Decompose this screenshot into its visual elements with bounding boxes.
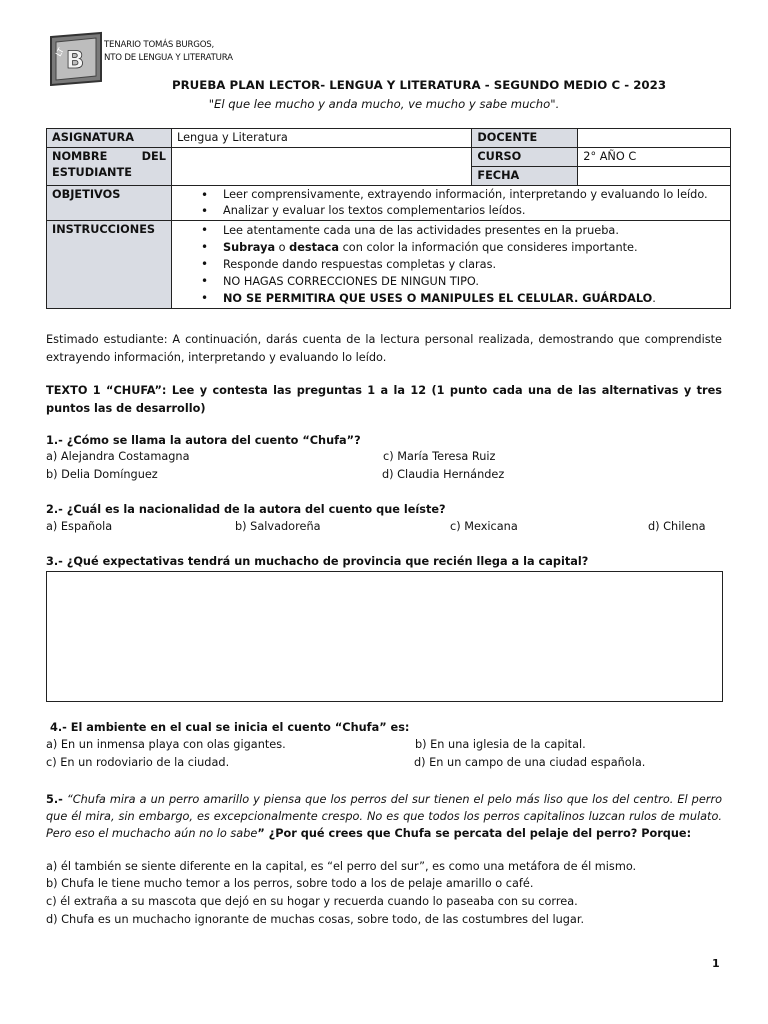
curso-label: CURSO bbox=[472, 148, 578, 167]
school-name-line1: TENARIO TOMÁS BURGOS, bbox=[104, 40, 215, 50]
q4-option-c[interactable]: c) En un rodoviario de la ciudad. bbox=[46, 756, 230, 769]
instr-subraya: Subraya bbox=[222, 241, 276, 254]
q5-option-a-row bbox=[46, 860, 722, 878]
instrucciones-row bbox=[47, 221, 731, 309]
q4-option-b[interactable]: b) En una iglesia de la capital. bbox=[415, 738, 586, 751]
q2-option-c[interactable]: c) Mexicana bbox=[450, 520, 518, 533]
q1-option-c[interactable]: c) María Teresa Ruiz bbox=[383, 450, 496, 463]
q4-option-d[interactable]: d) En un campo de una ciudad española. bbox=[414, 756, 646, 769]
q3-answer-box[interactable] bbox=[46, 571, 723, 702]
objetivo-item: • Analizar y evaluar los textos complementarios leídos. bbox=[223, 203, 725, 219]
instr-rest: con color la información que consideres importante. bbox=[339, 241, 638, 254]
fecha-label: FECHA bbox=[472, 167, 578, 186]
svg-text:LT: LT bbox=[53, 46, 66, 58]
nombre-label-word1: NOMBRE bbox=[52, 150, 108, 163]
asignatura-value: Lengua y Literatura bbox=[171, 129, 471, 148]
q5-option-d-row bbox=[46, 913, 722, 931]
q1-options-row2 bbox=[46, 468, 722, 486]
q5-number: 5.- bbox=[46, 793, 63, 806]
fecha-field[interactable] bbox=[578, 167, 731, 186]
svg-text:B: B bbox=[65, 46, 85, 74]
page-title: PRUEBA PLAN LECTOR- LENGUA Y LITERATURA - SEGUNDO MEDIO C - 2023 bbox=[171, 78, 667, 92]
q1-option-d[interactable]: d) Claudia Hernández bbox=[382, 468, 505, 481]
q1-options-row1 bbox=[46, 450, 722, 468]
instr-destaca: destaca bbox=[289, 241, 339, 254]
instr-celular: NO SE PERMITIRA QUE USES O MANIPULES EL CELULAR. GUÁRDALO bbox=[222, 292, 653, 305]
student-info-table bbox=[46, 128, 731, 309]
q5-option-c-row bbox=[46, 895, 722, 913]
texto1-heading: TEXTO 1 “CHUFA”: Lee y contesta las preguntas 1 a la 12 (1 punto cada una de las alternativas y tres puntos las de desarrollo) bbox=[46, 384, 722, 415]
objetivos-list bbox=[177, 187, 725, 219]
q4-option-a[interactable]: a) En un inmensa playa con olas gigantes. bbox=[46, 738, 286, 751]
school-name-line2: NTO DE LENGUA Y LITERATURA bbox=[104, 53, 233, 63]
q1-option-b[interactable]: b) Delia Domínguez bbox=[46, 468, 158, 481]
q5-question: ” ¿Por qué crees que Chufa se percata del pelaje del perro? Porque: bbox=[257, 827, 692, 840]
objetivos-content bbox=[171, 186, 730, 221]
q4-options-row1 bbox=[46, 738, 722, 756]
docente-label: DOCENTE bbox=[472, 129, 578, 148]
nombre-field[interactable] bbox=[171, 148, 471, 186]
asignatura-label: ASIGNATURA bbox=[47, 129, 172, 148]
question-2: 2.- ¿Cuál es la nacionalidad de la autora del cuento que leíste? bbox=[46, 503, 446, 516]
instruccion-item: • NO HAGAS CORRECCIONES DE NINGUN TIPO. bbox=[223, 273, 725, 290]
page-number: 1 bbox=[712, 957, 720, 970]
q5-option-a[interactable]: a) él también se siente diferente en la capital, es “el perro del sur”, es como una metáfora de él mismo. bbox=[46, 860, 637, 873]
instruccion-item bbox=[223, 239, 725, 256]
nombre-label-word2: DEL bbox=[141, 150, 166, 163]
objetivos-row bbox=[47, 186, 731, 221]
instrucciones-content bbox=[171, 221, 730, 309]
asignatura-row bbox=[47, 129, 731, 148]
q5-quote: “Chufa mira a un perro amarillo y piensa que los perros del sur tienen el pelo más liso que los del centro. El perro que él mira, sin embargo, es excepcionalmente crespo. No es que todos los perros capitalinos luzcan rulos de mulato. Pero eso el muchacho aún no lo sabe bbox=[46, 793, 722, 840]
instrucciones-list bbox=[177, 222, 725, 307]
q2-option-b[interactable]: b) Salvadoreña bbox=[235, 520, 321, 533]
objetivo-item: • Leer comprensivamente, extrayendo información, interpretando y evaluando lo leído. bbox=[223, 187, 725, 203]
school-name bbox=[104, 39, 233, 65]
docente-field[interactable] bbox=[578, 129, 731, 148]
instruccion-item: • Responde dando respuestas completas y claras. bbox=[223, 256, 725, 273]
q2-options-row bbox=[46, 520, 722, 538]
question-3: 3.- ¿Qué expectativas tendrá un muchacho de provincia que recién llega a la capital? bbox=[46, 555, 589, 568]
q2-option-d[interactable]: d) Chilena bbox=[648, 520, 706, 533]
q2-option-a[interactable]: a) Española bbox=[46, 520, 113, 533]
q5-option-c[interactable]: c) él extraña a su mascota que dejó en su hogar y recuerda cuando lo paseaba con su correa. bbox=[46, 895, 578, 908]
nombre-curso-row bbox=[47, 148, 731, 167]
curso-value: 2° AÑO C bbox=[578, 148, 731, 167]
question-5 bbox=[46, 791, 722, 842]
q1-option-a[interactable]: a) Alejandra Costamagna bbox=[46, 450, 190, 463]
nombre-label bbox=[47, 148, 172, 186]
q4-options-row2 bbox=[46, 756, 722, 774]
epigraph-quote: "El que lee mucho y anda mucho, ve mucho y sabe mucho". bbox=[208, 97, 560, 111]
instr-celular-period: . bbox=[652, 292, 656, 305]
objetivos-label: OBJETIVOS bbox=[47, 186, 172, 221]
instruccion-item: • Lee atentamente cada una de las actividades presentes en la prueba. bbox=[223, 222, 725, 239]
q5-option-d[interactable]: d) Chufa es un muchacho ignorante de muchas cosas, sobre todo, de las costumbres del lugar. bbox=[46, 913, 585, 926]
instrucciones-label: INSTRUCCIONES bbox=[47, 221, 172, 309]
question-4: 4.- El ambiente en el cual se inicia el cuento “Chufa” es: bbox=[50, 721, 410, 734]
instruccion-item bbox=[223, 290, 725, 307]
q5-option-b[interactable]: b) Chufa le tiene mucho temor a los perros, sobre todo a los de pelaje amarillo o café. bbox=[46, 877, 534, 890]
instr-o: o bbox=[275, 241, 290, 254]
q5-option-b-row bbox=[46, 877, 722, 895]
intro-paragraph: Estimado estudiante: A continuación, darás cuenta de la lectura personal realizada, demostrando que comprendiste extrayendo información, interpretando y evaluando lo leído. bbox=[46, 333, 722, 364]
nombre-label-word3: ESTUDIANTE bbox=[52, 166, 132, 179]
question-1: 1.- ¿Cómo se llama la autora del cuento “Chufa”? bbox=[46, 434, 361, 447]
